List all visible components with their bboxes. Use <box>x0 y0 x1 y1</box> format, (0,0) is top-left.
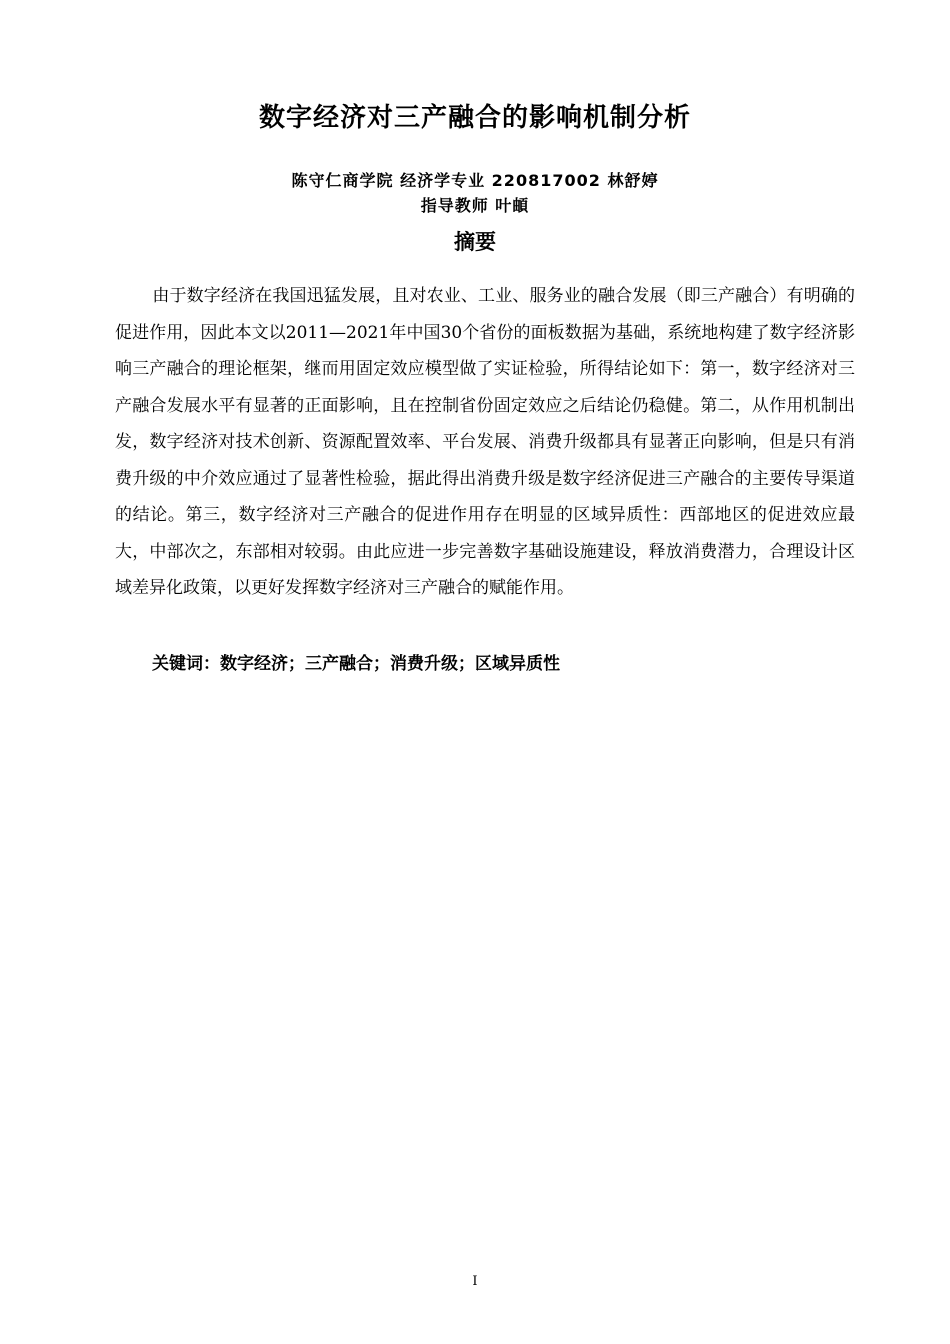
keywords-line: 关键词：数字经济；三产融合；消费升级；区域异质性 <box>152 654 560 674</box>
author-line: 陈守仁商学院 经济学专业 220817002 林舒婷 <box>291 171 659 190</box>
abstract-heading: 摘要 <box>454 230 496 254</box>
paper-title: 数字经济对三产融合的影响机制分析 <box>258 103 691 133</box>
advisor-line: 指导教师 叶頔 <box>420 196 530 215</box>
abstract-body: 由于数字经济在我国迅猛发展，且对农业、工业、服务业的融合发展（即三产融合）有明确的促进作用，因此本文以2011—2021年中国30个省份的面板数据为基础，系统地构建了数字经济影响三产融合的理论框架，继而用固定效应模型做了实证检验，所得结论如下：第一，数字经济对三产融合发展水平有显著的正面影响，且在控制省份固定效应之后结论仍稳健。第二，从作用机制出发，数字经济对技术创新、资源配置效率、平台发展、消费升级都具有显著正向影响，但是只有消费升级的中介效应通过了显著性检验，据此得出消费升级是数字经济促进三产融合的主要传导渠道的结论。第三，数字经济对三产融合的促进作用存在明显的区域异质性：西部地区的促进效应最大，中部次之，东部相对较弱。由此应进一步完善数字基础设施建设，释放消费潜力，合理设计区域差异化政策，以更好发挥数字经济对三产融合的赋能作用。 <box>115 286 855 598</box>
page-number: I <box>472 1274 478 1289</box>
